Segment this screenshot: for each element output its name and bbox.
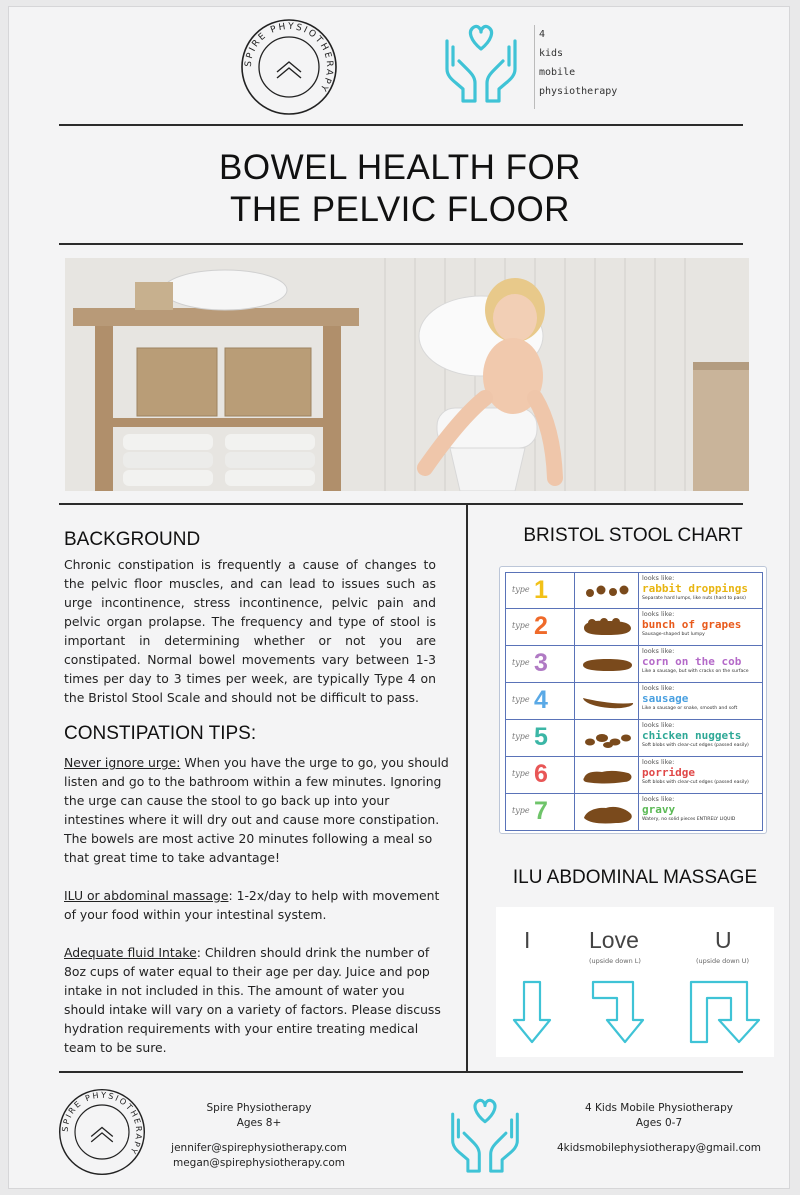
stool-description: Watery, no solid pieces ENTIRELY LIQUID (642, 817, 736, 822)
column-divider (466, 503, 468, 1071)
type-cell (506, 573, 575, 608)
bristol-row (505, 794, 763, 831)
tips-heading: CONSTIPATION TIPS: (64, 723, 257, 744)
ilu-massage-diagram (496, 907, 774, 1057)
letter-i: I (524, 927, 531, 953)
arrow-down-icon (512, 980, 552, 1046)
stool-description: Sausage-shaped but lumpy (642, 632, 705, 637)
stool-illustration (576, 646, 639, 682)
stool-description: Separate hard lumps, like nuts (hard to pass) (642, 596, 746, 601)
stool-name: chicken nuggets (642, 729, 742, 742)
stool-description: Like a sausage, but with cracks on the surface (642, 669, 749, 674)
page-title: BOWEL HEALTH FOR THE PELVIC FLOOR (219, 148, 581, 229)
spire-ages: Ages 8+ (236, 1117, 282, 1129)
type-cell (506, 794, 575, 830)
type-word: type (512, 658, 530, 667)
stool-illustration (576, 573, 639, 608)
type-number: 1 (534, 576, 548, 604)
spire-logo-footer (57, 1087, 147, 1177)
description-cell (642, 721, 764, 757)
looks-like-label: looks like: (642, 795, 675, 803)
looks-like-label: looks like: (642, 610, 675, 618)
stool-illustration (576, 757, 639, 793)
massage-heading: ILU ABDOMINAL MASSAGE (512, 867, 758, 888)
divider (59, 503, 743, 505)
tip-item: Never ignore urge: When you have the urge to go, you should listen and go to the bathroom within a few minutes. Ignoring the urge can cause the stool to go back up into your intestines where it will dry out and cause more constipation. The bowels are most active 20 minutes following a meal so that great time to take advantage! (64, 755, 449, 865)
bristol-row (505, 720, 763, 757)
type-cell (506, 683, 575, 719)
bristol-heading: BRISTOL STOOL CHART (523, 525, 743, 546)
tip-item: ILU or abdominal massage: 1-2x/day to help with movement of your food within your intestinal system. (64, 888, 440, 922)
stool-name: gravy (642, 803, 676, 816)
type-word: type (512, 732, 530, 741)
arrow-inverted-u-icon (689, 980, 763, 1046)
kids-email[interactable]: 4kidsmobilephysiotherapy@gmail.com (556, 1142, 762, 1154)
tip-label: Adequate fluid Intake (64, 945, 197, 960)
type-number: 6 (534, 760, 548, 788)
stool-description: Like a sausage or snake, smooth and soft (642, 706, 738, 711)
stool-illustration (576, 609, 639, 645)
stool-name: bunch of grapes (642, 618, 742, 631)
description-cell (642, 647, 764, 683)
divider (59, 1071, 743, 1073)
letter-love: Love (589, 927, 639, 953)
type-number: 5 (534, 723, 548, 751)
tip-item: Adequate fluid Intake: Children should drink the number of 8oz cups of water equal to their age per day. Juice and pop intake in not included in this. The amount of water you should intake will vary on a variety of factors. Please discuss hydration requirements with your entire treating medical team to be sure. (64, 945, 441, 1055)
kids-ages: Ages 0-7 (635, 1117, 683, 1129)
love-caption: (upside down L) (589, 957, 641, 965)
stool-name: rabbit droppings (642, 582, 748, 595)
hands-heart-icon (447, 1097, 523, 1179)
type-number: 3 (534, 649, 548, 677)
spire-email-1[interactable]: jennifer@spirephysiotherapy.com (171, 1142, 347, 1154)
stool-name: sausage (642, 692, 689, 705)
stool-name: corn on the cob (642, 655, 742, 668)
hands-heart-icon (441, 23, 521, 109)
kids-name: 4 Kids Mobile Physiotherapy (585, 1102, 733, 1114)
bristol-row (505, 609, 763, 646)
type-cell (506, 609, 575, 645)
stool-name: porridge (642, 766, 695, 779)
type-number: 2 (534, 612, 548, 640)
tip-label: ILU or abdominal massage (64, 888, 229, 903)
flyer-page (8, 6, 790, 1189)
spire-contact (169, 1101, 349, 1171)
tip-label: Never ignore urge: (64, 755, 181, 770)
kids-logo-text: 4 kids mobile physiotherapy (534, 25, 617, 109)
type-word: type (512, 769, 530, 778)
looks-like-label: looks like: (642, 574, 675, 582)
type-cell (506, 757, 575, 793)
stool-description: Soft blobs with clear-cut edges (passed easily) (642, 780, 749, 785)
tips-list (64, 753, 449, 1076)
bristol-row (505, 572, 763, 609)
background-heading: BACKGROUND (64, 529, 201, 550)
spire-name: Spire Physiotherapy (206, 1102, 312, 1114)
bristol-row (505, 646, 763, 683)
description-cell (642, 758, 764, 794)
looks-like-label: looks like: (642, 647, 675, 655)
type-number: 7 (534, 797, 548, 825)
description-cell (642, 684, 764, 720)
bristol-stool-chart (499, 566, 767, 834)
spire-email-2[interactable]: megan@spirephysiotherapy.com (172, 1157, 345, 1169)
spire-logo (239, 17, 339, 117)
stool-illustration (576, 794, 639, 830)
type-word: type (512, 806, 530, 815)
stool-illustration (576, 683, 639, 719)
u-caption: (upside down U) (696, 957, 750, 965)
type-cell (506, 720, 575, 756)
arrow-inverted-l-icon (591, 980, 651, 1046)
spire-logo-text: SPIRE PHYSIOTHERAPY (243, 21, 335, 95)
looks-like-label: looks like: (642, 721, 675, 729)
child-on-toilet-photo (65, 258, 749, 491)
svg-text:SPIRE PHYSIOTHERAPY: SPIRE PHYSIOTHERAPY (59, 1089, 145, 1158)
type-word: type (512, 695, 530, 704)
divider (59, 124, 743, 126)
type-word: type (512, 585, 530, 594)
bristol-row (505, 683, 763, 720)
letter-u: U (715, 927, 732, 953)
description-cell (642, 574, 764, 609)
looks-like-label: looks like: (642, 684, 675, 692)
stool-description: Soft blobs with clear-cut edges (passed easily) (642, 743, 749, 748)
description-cell (642, 610, 764, 646)
description-cell (642, 795, 764, 831)
kids-contact (549, 1101, 769, 1156)
type-number: 4 (534, 686, 548, 714)
looks-like-label: looks like: (642, 758, 675, 766)
type-cell (506, 646, 575, 682)
background-text: Chronic constipation is frequently a cause of changes to the pelvic floor muscles, and can lead to issues such as urge incontinence, stress incontinence, pelvic pain and pelvic organ prolapse. The frequency and type of stool is important in determining whether or not you are constipated. Normal bowel movements vary between 1-3 times per day to 3 times per week, are typically Type 4 on the Bristol Stool Scale and should not be difficult to pass. (64, 557, 436, 705)
stool-illustration (576, 720, 639, 756)
divider (59, 243, 743, 245)
type-word: type (512, 621, 530, 630)
bristol-row (505, 757, 763, 794)
